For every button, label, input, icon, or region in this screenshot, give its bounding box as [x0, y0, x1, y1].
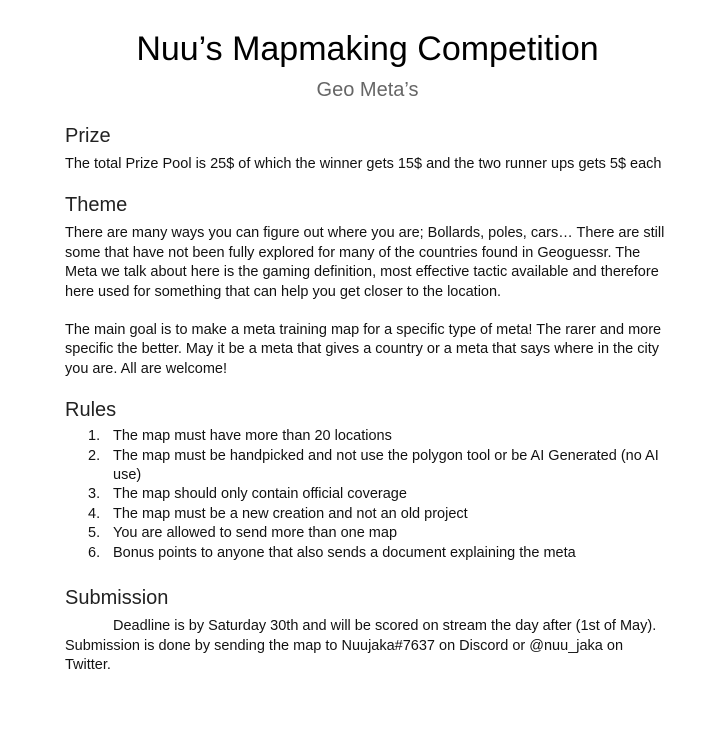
rule-item: [65, 505, 670, 524]
theme-paragraph-1: There are many ways you can figure out where you are; Bollards, poles, cars… There are still some that have not been fully explored for many of the countries found in Geoguessr. The Meta we talk about here is the gaming definition, most effective tactic available and therefore here used for something that can help you get closer to the location.: [65, 225, 665, 300]
rule-item: [65, 427, 670, 446]
document-page: [65, 28, 670, 675]
prize-section: [65, 124, 670, 174]
rules-list: [65, 427, 670, 563]
prize-heading: Prize: [65, 125, 111, 147]
theme-paragraph-2: The main goal is to make a meta training map for a specific type of meta! The rarer and more specific the better. May it be a meta that gives a country or a meta that says where in the city you are. All are welcome!: [65, 322, 662, 377]
document-subtitle: Geo Meta’s: [316, 79, 419, 101]
rule-item: [65, 524, 670, 543]
rule-text: Bonus points to anyone that also sends a document explaining the meta: [113, 544, 576, 561]
rule-text: You are allowed to send more than one map: [113, 525, 398, 542]
rule-number: 3.: [88, 486, 101, 503]
rule-text: The map must be a new creation and not an old project: [113, 505, 468, 522]
rule-item: [65, 447, 670, 486]
rule-number: 5.: [88, 525, 101, 542]
prize-text: The total Prize Pool is 25$ of which the winner gets 15$ and the two runner ups gets 5$ each: [65, 156, 662, 172]
theme-section: [65, 193, 670, 379]
rule-item: [65, 544, 670, 563]
rule-number: 4.: [88, 505, 101, 522]
rule-item: [65, 485, 670, 504]
theme-heading: Theme: [65, 194, 128, 217]
document-title: Nuu’s Mapmaking Competition: [136, 30, 599, 68]
rule-number: 1.: [88, 428, 101, 445]
rules-heading: Rules: [65, 399, 117, 422]
rule-number: 6.: [88, 544, 101, 561]
rule-text: The map must have more than 20 locations: [113, 428, 392, 445]
submission-heading: Submission: [65, 587, 169, 610]
rule-text: The map should only contain official coverage: [113, 486, 407, 503]
submission-text: Deadline is by Saturday 30th and will be scored on stream the day after (1st of May). Submission is done by sending the map to Nuujaka#7637 on Discord or @nuu_jaka on Twitter.: [65, 618, 657, 673]
rule-text: The map must be handpicked and not use the polygon tool or be AI Generated (no AI use): [113, 447, 659, 484]
submission-section: [65, 586, 670, 675]
rule-number: 2.: [88, 447, 101, 464]
rules-section: [65, 398, 670, 563]
